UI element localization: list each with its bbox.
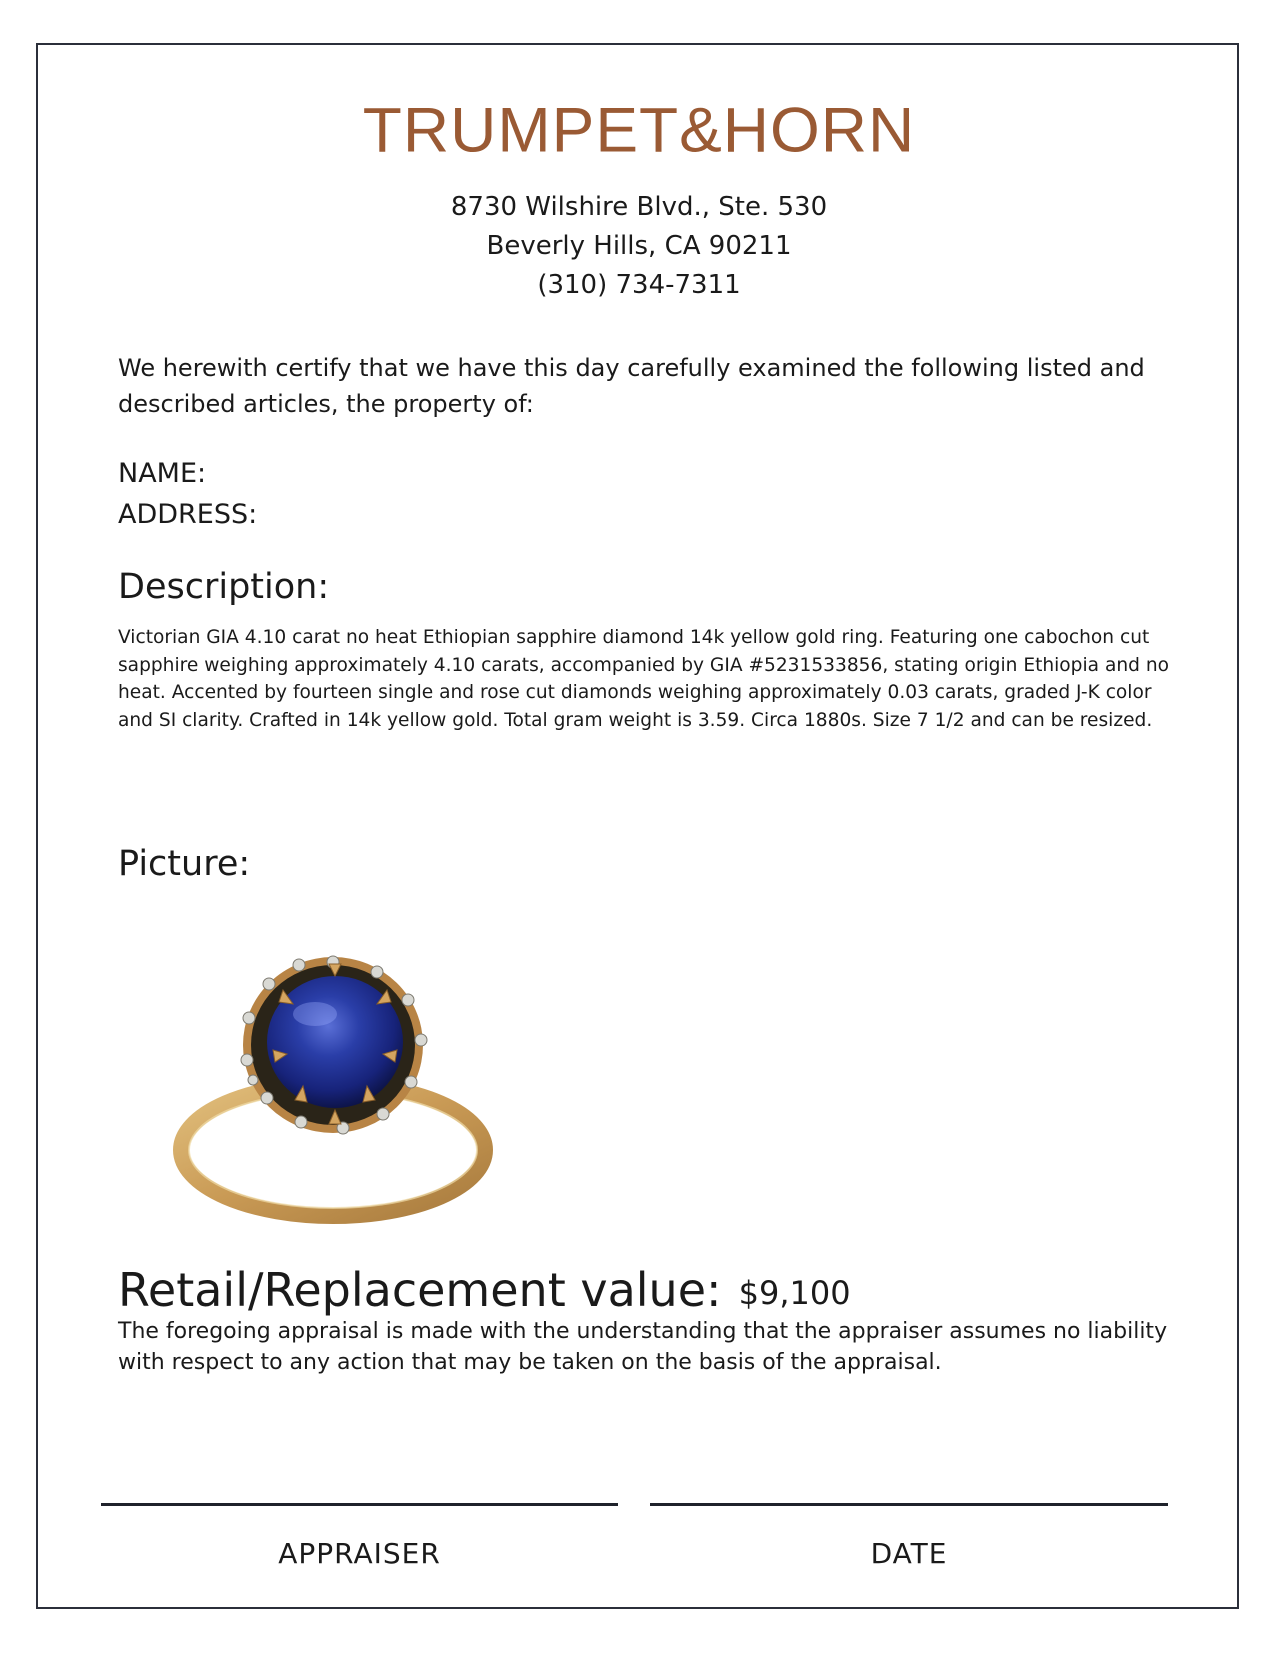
appraiser-label: APPRAISER: [278, 1537, 441, 1570]
valuation-line: [118, 1262, 851, 1321]
value-label: Retail/Replacement value:: [118, 1263, 722, 1317]
address-label: ADDRESS:: [118, 499, 258, 530]
owner-block: [118, 453, 257, 535]
contact-block: [0, 188, 1278, 305]
description-heading: Description:: [118, 567, 330, 607]
city-address: Beverly Hills, CA 90211: [486, 231, 792, 261]
picture-heading: Picture:: [118, 844, 251, 884]
name-label: NAME:: [118, 458, 207, 489]
date-signature-line: [650, 1503, 1168, 1506]
phone-number: (310) 734-7311: [537, 270, 741, 300]
disclaimer-text: The foregoing appraisal is made with the understanding that the appraiser assumes no liability with respect to any action that may be taken on the basis of the appraisal.: [118, 1319, 1168, 1375]
value-amount: $9,100: [738, 1274, 851, 1312]
street-address: 8730 Wilshire Blvd., Ste. 530: [450, 192, 828, 222]
date-label: DATE: [870, 1537, 948, 1570]
ring-photo: [165, 950, 510, 1240]
description-body: Victorian GIA 4.10 carat no heat Ethiopian sapphire diamond 14k yellow gold ring. Featuring one cabochon cut sapphire weighing approximately 4.10 carats, accompanied by GIA #5231533856, stating origin Ethiopia and no heat. Accented by fourteen single and rose cut diamonds weighing approximately 0.03 carats, graded J-K color and SI clarity. Crafted in 14k yellow gold. Total gram weight is 3.59. Circa 1880s. Size 7 1/2 and can be resized.: [118, 627, 1170, 731]
brand-logo: TRUMPET&HORN: [362, 94, 916, 166]
certification-statement: We herewith certify that we have this day carefully examined the following listed and described articles, the property of:: [118, 354, 1145, 418]
appraiser-signature-line: [101, 1503, 618, 1506]
